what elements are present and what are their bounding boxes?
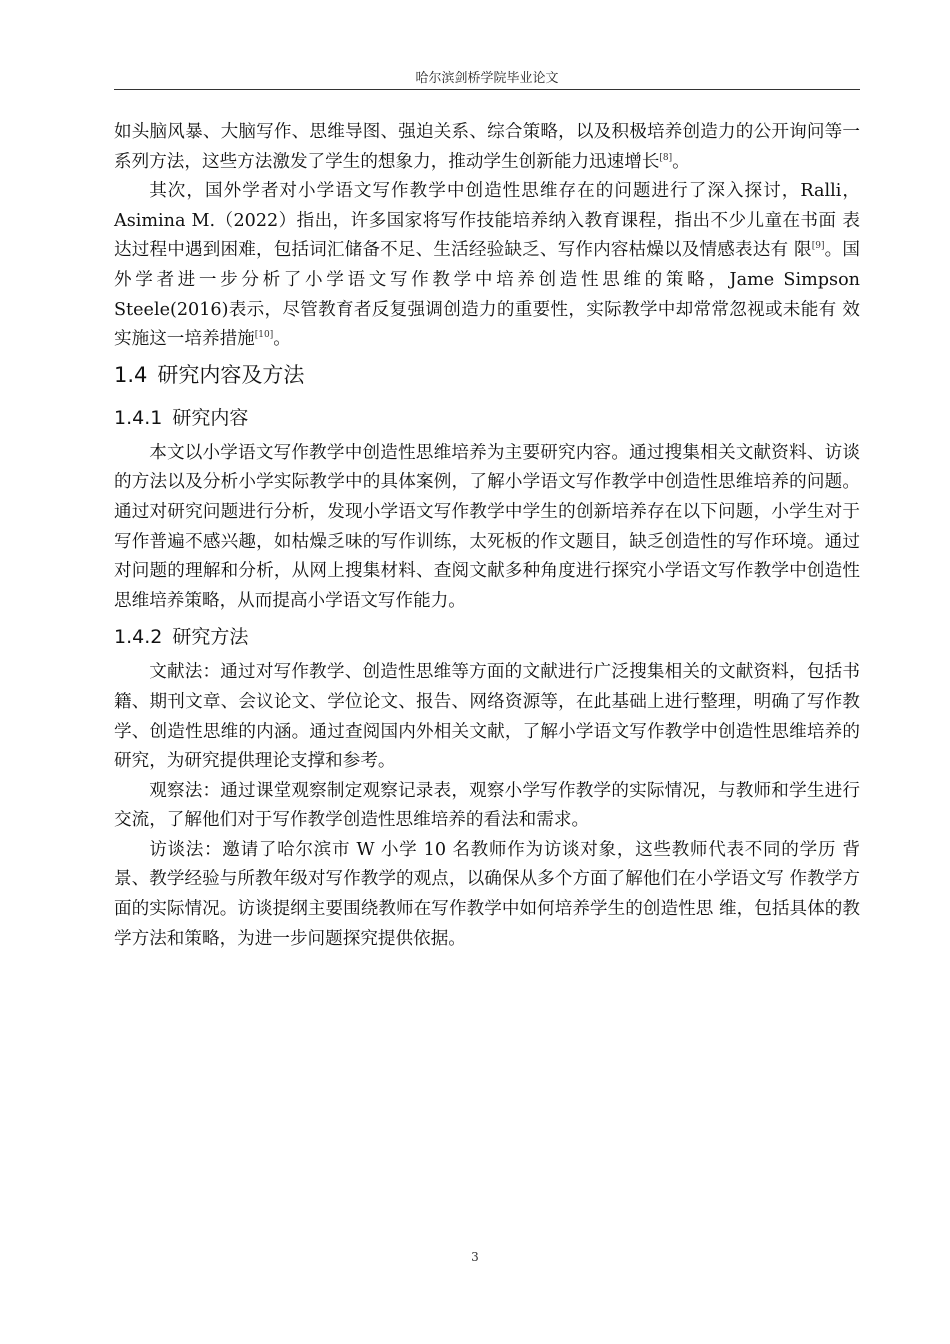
section-heading-1-4 xyxy=(114,355,860,397)
paragraph-text: 其次，国外学者对小学语文写作教学中创造性思维存在的问题进行了深入探讨，Ralli， Asimina M.（2022）指出，许多国家将写作技能培养纳入教育课程，指出不少儿童在书面 表达过程中遇到困难，包括词汇储备不足、生活经验缺乏、写作内容枯燥以及情感表达有 限 xyxy=(114,181,860,261)
citation-ref: [8] xyxy=(659,152,673,163)
section-heading-1-4-2 xyxy=(114,616,860,658)
paragraph-literature-method: 文献法：通过对写作教学、创造性思维等方面的文献进行广泛搜集相关的文献资料，包括书籍、期刊文章、会议论文、学位论文、报告、网络资源等，在此基础上进行整理，明确了写作教学、创造性思维的内涵。通过查阅国内外相关文献，了解小学语文写作教学中创造性思维培养的研究，为研究提供理论支撑和参考。 xyxy=(114,662,860,772)
body-content xyxy=(114,118,860,954)
page-number: 3 xyxy=(471,1250,479,1264)
header-divider xyxy=(114,89,860,90)
paragraph-text: 如头脑风暴、大脑写作、思维导图、强迫关系、综合策略，以及积极培养创造力的公开询问等一系列方法，这些方法激发了学生的想象力，推动学生创新能力迅速增长 xyxy=(114,122,860,172)
section-number: 1.4.2 xyxy=(114,626,163,649)
citation-ref: [9] xyxy=(811,241,825,252)
section-number: 1.4.1 xyxy=(114,406,163,429)
paragraph-continuation xyxy=(114,118,860,177)
paragraph-observation-method: 观察法：通过课堂观察制定观察记录表，观察小学写作教学的实际情况，与教师和学生进行交流，了解他们对于写作教学创造性思维培养的看法和需求。 xyxy=(114,780,860,831)
section-title: 研究内容 xyxy=(172,406,249,429)
paragraph-interview-method: 访谈法：邀请了哈尔滨市 W 小学 10 名教师作为访谈对象，这些教师代表不同的学历 背景、教学经验与所教年级对写作教学的观点，以确保从多个方面了解他们在小学语文写 作教学方面的实际情况。访谈提纲主要围绕教师在写作教学中如何培养学生的创造性思 维，包括具体的教学方法和策略，为进一步问题探究提供依据。 xyxy=(114,839,860,949)
paragraph-tail: 。 xyxy=(273,329,291,350)
citation-ref: [10] xyxy=(254,330,274,341)
paragraph-tail: 。 xyxy=(672,151,690,172)
paragraph-text: 。国外学者进一步分析了小学语文写作教学中培养创造性思维的策略，Jame Simpson Steele(2016)表示，尽管教育者反复强调创造力的重要性，实际教学中却常常忽视或未能有 效实施这一培养措施 xyxy=(114,240,860,350)
section-number: 1.4 xyxy=(114,362,148,387)
paragraph-research-content: 本文以小学语文写作教学中创造性思维培养为主要研究内容。通过搜集相关文献资料、访谈的方法以及分析小学实际教学中的具体案例，了解小学语文写作教学中创造性思维培养的问题。通过对研究问题进行分析，发现小学语文写作教学中学生的创新培养存在以下问题，小学生对于写作普遍不感兴趣，如枯燥乏味的写作训练，太死板的作文题目，缺乏创造性的写作环境。通过对问题的理解和分析，从网上搜集材料、查阅文献多种角度进行探究小学语文写作教学中创造性思维培养策略，从而提高小学语文写作能力。 xyxy=(114,442,860,611)
running-header: 哈尔滨剑桥学院毕业论文 xyxy=(415,71,559,86)
section-title: 研究内容及方法 xyxy=(157,362,305,387)
section-title: 研究方法 xyxy=(172,626,249,649)
paragraph-foreign-research xyxy=(114,177,860,355)
section-heading-1-4-1 xyxy=(114,397,860,439)
